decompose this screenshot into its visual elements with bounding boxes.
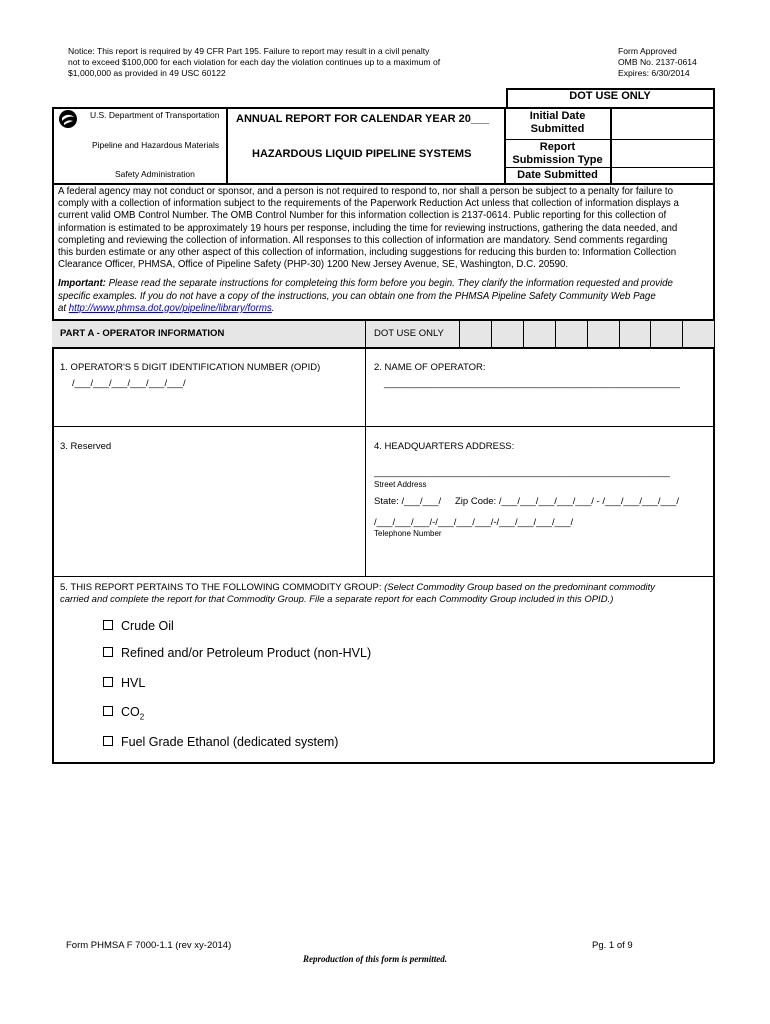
telephone-label: Telephone Number	[374, 529, 442, 538]
notice-line: not to exceed $100,000 for each violation for each day the violation continues up to a maximum of	[68, 57, 441, 67]
commodity-hvl[interactable]	[103, 676, 145, 690]
submission-type-line2: Submission Type	[512, 154, 603, 166]
approval-line: Form Approved	[618, 46, 677, 56]
option-label: Refined and/or Petroleum Product (non-HVL)	[121, 646, 372, 660]
important-line1: Please read the separate instructions for completeing this form before you begin. They clarify the information requested and provide	[105, 278, 673, 290]
important-note	[58, 278, 718, 290]
approval-line: Expires: 6/30/2014	[618, 68, 690, 78]
opid-input[interactable]: /___/___/___/___/___/___/	[72, 378, 186, 389]
checkbox-icon[interactable]	[103, 706, 113, 716]
option-label: CO	[121, 705, 140, 719]
q2-label: 2. NAME OF OPERATOR:	[374, 362, 486, 373]
important-line2: specific examples. If you do not have a copy of the instructions, you can obtain one from the PHMSA Pipeline Safety Community Web Page	[58, 290, 656, 302]
form-number: Form PHMSA F 7000-1.1 (rev xy-2014)	[66, 940, 232, 951]
commodity-co2[interactable]	[103, 705, 144, 722]
instructions-link[interactable]: http://www.phmsa.dot.gov/pipeline/library/forms	[68, 302, 272, 314]
telephone-input[interactable]: /___/___/___/-/___/___/___/-/___/___/___/___/	[374, 517, 574, 528]
q1-label: 1. OPERATOR'S 5 DIGIT IDENTIFICATION NUMBER (OPID)	[60, 362, 321, 373]
part-a-dot-use: DOT USE ONLY	[374, 328, 444, 339]
paperwork-notice	[58, 186, 718, 315]
page-number: Pg. 1 of 9	[592, 940, 633, 951]
report-title: ANNUAL REPORT FOR CALENDAR YEAR 20___	[236, 113, 490, 125]
checkbox-icon[interactable]	[103, 736, 113, 746]
form-approval	[618, 46, 728, 79]
paperwork-line: this burden estimate or any other aspect of this collection of information, including suggestions for reducing this burden to: Information Collection	[58, 247, 677, 259]
commodity-refined-petroleum[interactable]	[103, 646, 371, 660]
zip-code-input[interactable]: Zip Code: /___/___/___/___/___/ - /___/___/___/___/	[455, 496, 679, 507]
checkbox-icon[interactable]	[103, 620, 113, 630]
submission-type-line1: Report	[539, 141, 576, 153]
paperwork-line: current valid OMB Control Number. The OMB Control Number for this information collection is 2137-0614. Public reporting for this collection of	[58, 210, 667, 222]
commodity-fuel-ethanol[interactable]	[103, 735, 338, 749]
state-input[interactable]: State: /___/___/	[374, 496, 442, 507]
important-label: Important:	[58, 278, 106, 290]
agency-line3: Safety Administration	[115, 169, 195, 179]
important-line3: at http://www.phmsa.dot.gov/pipeline/library/forms.	[58, 302, 275, 314]
option-label: HVL	[121, 676, 146, 690]
commodity-crude-oil[interactable]	[103, 619, 174, 633]
agency-dept: U.S. Department of Transportation	[90, 110, 220, 120]
date-submitted-label: Date Submitted	[517, 169, 598, 181]
q4-label: 4. HEADQUARTERS ADDRESS:	[374, 441, 515, 452]
part-a-title: PART A - OPERATOR INFORMATION	[60, 328, 225, 339]
q5-instruction-2: carried and complete the report for that Commodity Group. File a separate report for each Commodity Group included in this OPID.)	[60, 594, 614, 605]
q3-label: 3. Reserved	[60, 441, 112, 452]
option-label: Fuel Grade Ethanol (dedicated system)	[121, 735, 339, 749]
notice-line: $1,000,000 as provided in 49 USC 60122	[68, 68, 226, 78]
initial-date-label	[505, 110, 610, 136]
notice-text	[68, 46, 488, 79]
street-address-input[interactable]: ________________________________________________________	[374, 467, 670, 478]
initial-date-line2: Submitted	[530, 123, 585, 135]
checkbox-icon[interactable]	[103, 647, 113, 657]
paperwork-line: completing and reviewing the collection of information. All responses to this collection of information are mandatory. Send comments regarding	[58, 234, 668, 246]
paperwork-line: A federal agency may not conduct or sponsor, and a person is not required to respond to, nor shall a person be subject to a penalty for failure to	[58, 186, 673, 197]
q5-label	[60, 582, 710, 606]
notice-line: Notice: This report is required by 49 CFR Part 195. Failure to report may result in a civil penalty	[68, 46, 430, 56]
paperwork-line: Clearance Officer, PHMSA, Office of Pipeline Safety (PHP-30) 1200 New Jersey Avenue, SE, Washington, D.C. 20590.	[58, 259, 569, 271]
paperwork-line: comply with a collection of information subject to the requirements of the Paperwork Reduction Act unless that collection of information displays a	[58, 198, 679, 210]
paperwork-line: information is estimated to be approximately 19 hours per response, including the time for reviewing instructions, gathering the data needed, and	[58, 222, 678, 234]
approval-line: OMB No. 2137-0614	[618, 57, 697, 67]
q5-instruction-1: (Select Commodity Group based on the predominant commodity	[384, 582, 656, 593]
q5-title: 5. THIS REPORT PERTAINS TO THE FOLLOWING COMMODITY GROUP:	[60, 582, 382, 593]
dot-logo-icon	[58, 109, 78, 129]
reproduction-note: Reproduction of this form is permitted.	[303, 954, 448, 964]
street-address-label: Street Address	[374, 480, 427, 489]
submission-type-label	[505, 141, 610, 167]
checkbox-icon[interactable]	[103, 677, 113, 687]
option-label: Crude Oil	[121, 619, 174, 633]
operator-name-input[interactable]: ________________________________________________________	[384, 378, 680, 389]
report-subtitle: HAZARDOUS LIQUID PIPELINE SYSTEMS	[252, 148, 472, 160]
co2-subscript: 2	[139, 712, 145, 722]
dot-use-heading: DOT USE ONLY	[569, 90, 651, 102]
initial-date-line1: Initial Date	[529, 110, 586, 122]
agency-line2: Pipeline and Hazardous Materials	[92, 140, 220, 150]
